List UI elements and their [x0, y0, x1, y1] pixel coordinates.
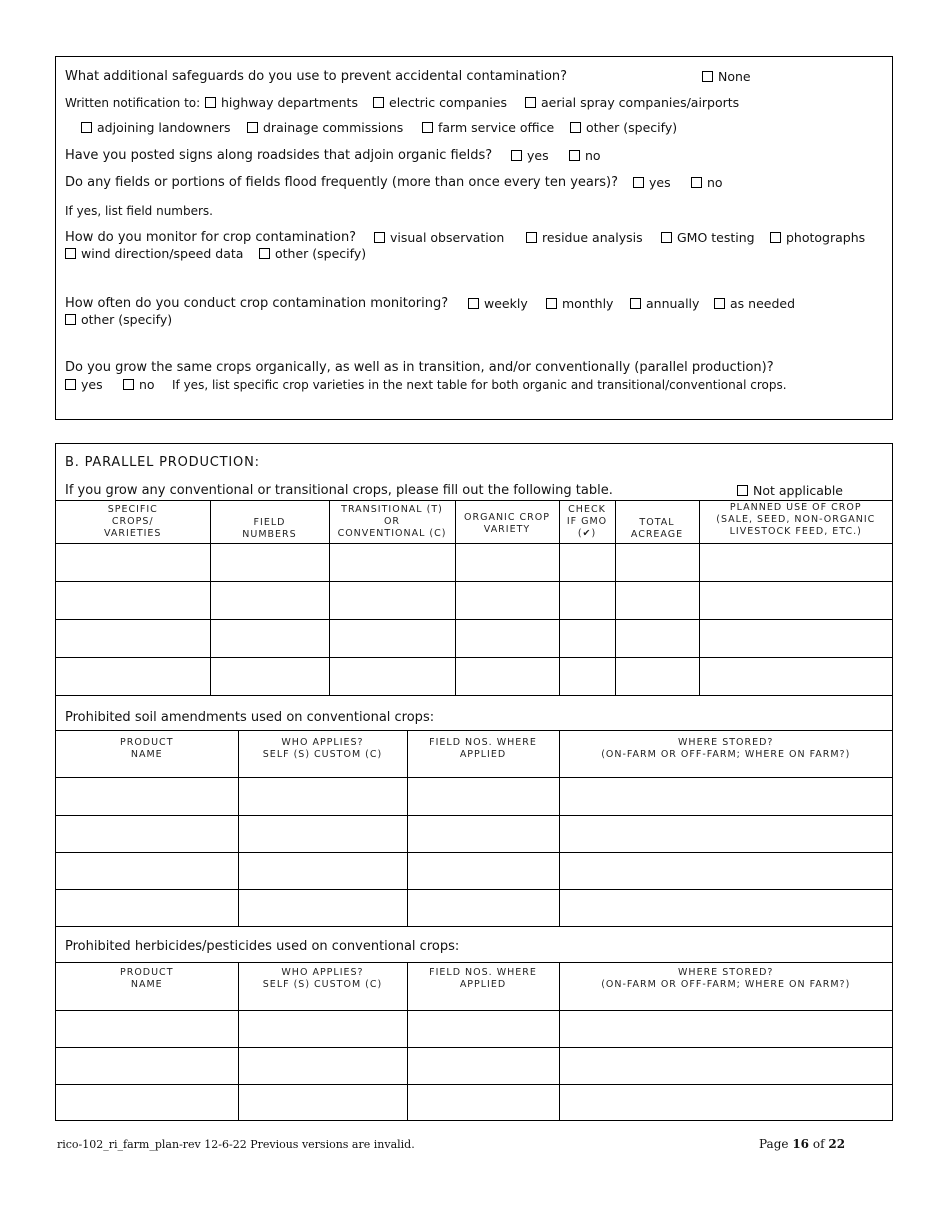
table-cell[interactable] [238, 1011, 407, 1048]
table-cell[interactable] [329, 658, 455, 696]
table-cell[interactable] [407, 1048, 559, 1085]
header-transitional-conventional: TRANSITIONAL (T) OR CONVENTIONAL (C) [329, 501, 455, 544]
table-row[interactable] [56, 778, 892, 816]
none-checkbox[interactable] [702, 71, 713, 82]
not-applicable-checkbox[interactable] [737, 485, 748, 496]
contamination-safeguards-section [55, 56, 893, 420]
table-cell[interactable] [238, 778, 407, 816]
table-cell[interactable] [407, 890, 559, 927]
header-product-name: PRODUCT NAME [56, 731, 238, 778]
herbicides-table [56, 962, 892, 1120]
parallel-yes-checkbox[interactable] [65, 379, 76, 390]
notify-other[interactable]: other (specify) [570, 120, 677, 136]
parallel-no-checkbox[interactable] [123, 379, 134, 390]
table-cell[interactable] [56, 853, 238, 890]
table-cell[interactable] [407, 1085, 559, 1120]
signs-no-checkbox[interactable] [569, 150, 580, 161]
notify-electric-companies[interactable]: electric companies [373, 95, 507, 111]
signs-yes-option[interactable]: yes [511, 148, 549, 164]
table-row[interactable] [56, 620, 892, 658]
header-product-name: PRODUCT NAME [56, 963, 238, 1011]
table-cell[interactable] [699, 620, 892, 658]
table-cell[interactable] [56, 658, 210, 696]
soil-amendments-label: Prohibited soil amendments used on conventional crops: [65, 710, 435, 725]
notify-aerial-spray[interactable]: aerial spray companies/airports [525, 95, 739, 111]
table-cell[interactable] [56, 1085, 238, 1120]
crop-table-header-row [56, 501, 892, 544]
table-cell[interactable] [615, 658, 699, 696]
table-cell[interactable] [210, 620, 329, 658]
header-total-acreage: TOTAL ACREAGE [615, 501, 699, 544]
table-row[interactable] [56, 1085, 892, 1120]
flood-no-checkbox[interactable] [691, 177, 702, 188]
table-cell[interactable] [238, 890, 407, 927]
electric-companies-checkbox[interactable] [373, 97, 384, 108]
monitor-question: How do you monitor for crop contamination? [65, 230, 357, 245]
table-cell[interactable] [56, 778, 238, 816]
header-field-nos: FIELD NOS. WHERE APPLIED [407, 731, 559, 778]
herbicides-label: Prohibited herbicides/pesticides used on conventional crops: [65, 939, 460, 954]
frequency-question: How often do you conduct crop contamination monitoring? [65, 296, 449, 311]
header-organic-crop-variety: ORGANIC CROP VARIETY [455, 501, 559, 544]
table-row[interactable] [56, 1011, 892, 1048]
table-cell[interactable] [238, 1085, 407, 1120]
table-cell[interactable] [455, 658, 559, 696]
parallel-followup: If yes, list specific crop varieties in the next table for both organic and transitional/conventional crops. [172, 378, 787, 392]
table-cell[interactable] [455, 620, 559, 658]
table-cell[interactable] [699, 658, 892, 696]
monitor-gmo-testing[interactable]: GMO testing [661, 230, 755, 246]
table-cell[interactable] [210, 582, 329, 620]
monitor-photographs[interactable]: photographs [770, 230, 865, 246]
table-cell[interactable] [56, 544, 210, 582]
header-field-numbers: FIELD NUMBERS [210, 501, 329, 544]
gmo-testing-checkbox[interactable] [661, 232, 672, 243]
wind-direction-checkbox[interactable] [65, 248, 76, 259]
table-row[interactable] [56, 658, 892, 696]
table-cell[interactable] [56, 890, 238, 927]
monitor-other-checkbox[interactable] [259, 248, 270, 259]
frequency-weekly[interactable]: weekly [468, 296, 528, 312]
frequency-annually[interactable]: annually [630, 296, 699, 312]
table-cell[interactable] [407, 778, 559, 816]
table-cell[interactable] [615, 582, 699, 620]
form-id-footer: rico-102_ri_farm_plan-rev 12-6-22 Previous versions are invalid. [57, 1138, 415, 1151]
frequency-other-checkbox[interactable] [65, 314, 76, 325]
header-who-applies: WHO APPLIES? SELF (S) CUSTOM (C) [238, 731, 407, 778]
table-cell[interactable] [455, 544, 559, 582]
table-row[interactable] [56, 816, 892, 853]
table-cell[interactable] [329, 544, 455, 582]
flood-yes-checkbox[interactable] [633, 177, 644, 188]
header-specific-crops: SPECIFIC CROPS/ VARIETIES [56, 501, 210, 544]
table-cell[interactable] [559, 1085, 892, 1120]
parallel-question: Do you grow the same crops organically, as well as in transition, and/or conventionally (parallel production)? [65, 360, 774, 375]
header-planned-use: PLANNED USE OF CROP (SALE, SEED, NON-ORGANIC LIVESTOCK FEED, ETC.) [699, 501, 892, 544]
table-cell[interactable] [559, 1048, 892, 1085]
frequency-as-needed[interactable]: as needed [714, 296, 795, 312]
table-cell[interactable] [56, 582, 210, 620]
not-applicable-option[interactable]: Not applicable [737, 483, 843, 499]
herbicide-table-header-row [56, 963, 892, 1011]
header-who-applies: WHO APPLIES? SELF (S) CUSTOM (C) [238, 963, 407, 1011]
page-number: Page 16 of 22 [759, 1137, 846, 1151]
table-cell[interactable] [699, 582, 892, 620]
header-check-if-gmo: CHECK IF GMO (✔) [559, 501, 615, 544]
table-cell[interactable] [407, 1011, 559, 1048]
table-cell[interactable] [210, 658, 329, 696]
parallel-crops-table [56, 500, 892, 696]
table-cell[interactable] [559, 544, 615, 582]
table-cell[interactable] [56, 620, 210, 658]
table-cell[interactable] [559, 890, 892, 927]
table-cell[interactable] [329, 620, 455, 658]
table-cell[interactable] [210, 544, 329, 582]
notify-adjoining-landowners[interactable]: adjoining landowners [81, 120, 231, 136]
as-needed-checkbox[interactable] [714, 298, 725, 309]
table-cell[interactable] [407, 853, 559, 890]
table-cell[interactable] [56, 1011, 238, 1048]
table-cell[interactable] [56, 816, 238, 853]
safeguards-question: What additional safeguards do you use to prevent accidental contamination? [65, 69, 568, 84]
header-where-stored: WHERE STORED? (ON-FARM OR OFF-FARM; WHERE ON FARM?) [559, 731, 892, 778]
table-cell[interactable] [699, 544, 892, 582]
table-cell[interactable] [615, 544, 699, 582]
table-cell[interactable] [238, 816, 407, 853]
table-cell[interactable] [455, 582, 559, 620]
monitor-wind-direction[interactable]: wind direction/speed data [65, 246, 243, 262]
table-row[interactable] [56, 890, 892, 927]
notify-other-checkbox[interactable] [570, 122, 581, 133]
highway-departments-checkbox[interactable] [205, 97, 216, 108]
monthly-checkbox[interactable] [546, 298, 557, 309]
table-row[interactable] [56, 582, 892, 620]
monitor-visual-observation[interactable]: visual observation [374, 230, 504, 246]
signs-yes-checkbox[interactable] [511, 150, 522, 161]
farm-service-office-checkbox[interactable] [422, 122, 433, 133]
table-row[interactable] [56, 544, 892, 582]
parallel-yes-option[interactable]: yes [65, 377, 103, 393]
monitor-residue-analysis[interactable]: residue analysis [526, 230, 643, 246]
table-cell[interactable] [559, 816, 892, 853]
drainage-commissions-checkbox[interactable] [247, 122, 258, 133]
flood-no-option[interactable]: no [691, 175, 723, 191]
table-cell[interactable] [559, 853, 892, 890]
residue-analysis-checkbox[interactable] [526, 232, 537, 243]
table-cell[interactable] [407, 816, 559, 853]
adjoining-landowners-checkbox[interactable] [81, 122, 92, 133]
table-cell[interactable] [238, 1048, 407, 1085]
table-row[interactable] [56, 1048, 892, 1085]
frequency-monthly[interactable]: monthly [546, 296, 613, 312]
table-cell[interactable] [56, 1048, 238, 1085]
notify-highway-departments[interactable]: highway departments [205, 95, 358, 111]
table-cell[interactable] [559, 658, 615, 696]
signs-no-option[interactable]: no [569, 148, 601, 164]
annually-checkbox[interactable] [630, 298, 641, 309]
parallel-production-section [55, 443, 893, 1121]
weekly-checkbox[interactable] [468, 298, 479, 309]
table-row[interactable] [56, 853, 892, 890]
table-cell[interactable] [559, 582, 615, 620]
parallel-no-option[interactable]: no [123, 377, 155, 393]
table-cell[interactable] [559, 620, 615, 658]
notify-drainage-commissions[interactable]: drainage commissions [247, 120, 403, 136]
table-cell[interactable] [329, 582, 455, 620]
table-cell[interactable] [559, 778, 892, 816]
flood-question: Do any fields or portions of fields flood frequently (more than once every ten years)? [65, 175, 618, 190]
table-cell[interactable] [238, 853, 407, 890]
flood-yes-option[interactable]: yes [633, 175, 671, 191]
soil-table-header-row [56, 731, 892, 778]
aerial-spray-checkbox[interactable] [525, 97, 536, 108]
flood-followup: If yes, list field numbers. [65, 204, 213, 218]
signs-question: Have you posted signs along roadsides that adjoin organic fields? [65, 148, 493, 163]
table-cell[interactable] [615, 620, 699, 658]
header-where-stored: WHERE STORED? (ON-FARM OR OFF-FARM; WHERE ON FARM?) [559, 963, 892, 1011]
header-field-nos: FIELD NOS. WHERE APPLIED [407, 963, 559, 1011]
frequency-other[interactable]: other (specify) [65, 312, 172, 328]
notify-farm-service-office[interactable]: farm service office [422, 120, 554, 136]
visual-observation-checkbox[interactable] [374, 232, 385, 243]
written-notification-label: Written notification to: [65, 96, 201, 110]
section-b-instruction: If you grow any conventional or transitional crops, please fill out the following table. [65, 483, 613, 498]
soil-amendments-table [56, 730, 892, 927]
none-option[interactable]: None [702, 69, 751, 85]
section-b-title: B. PARALLEL PRODUCTION: [65, 455, 260, 470]
monitor-other[interactable]: other (specify) [259, 246, 366, 262]
table-cell[interactable] [559, 1011, 892, 1048]
photographs-checkbox[interactable] [770, 232, 781, 243]
